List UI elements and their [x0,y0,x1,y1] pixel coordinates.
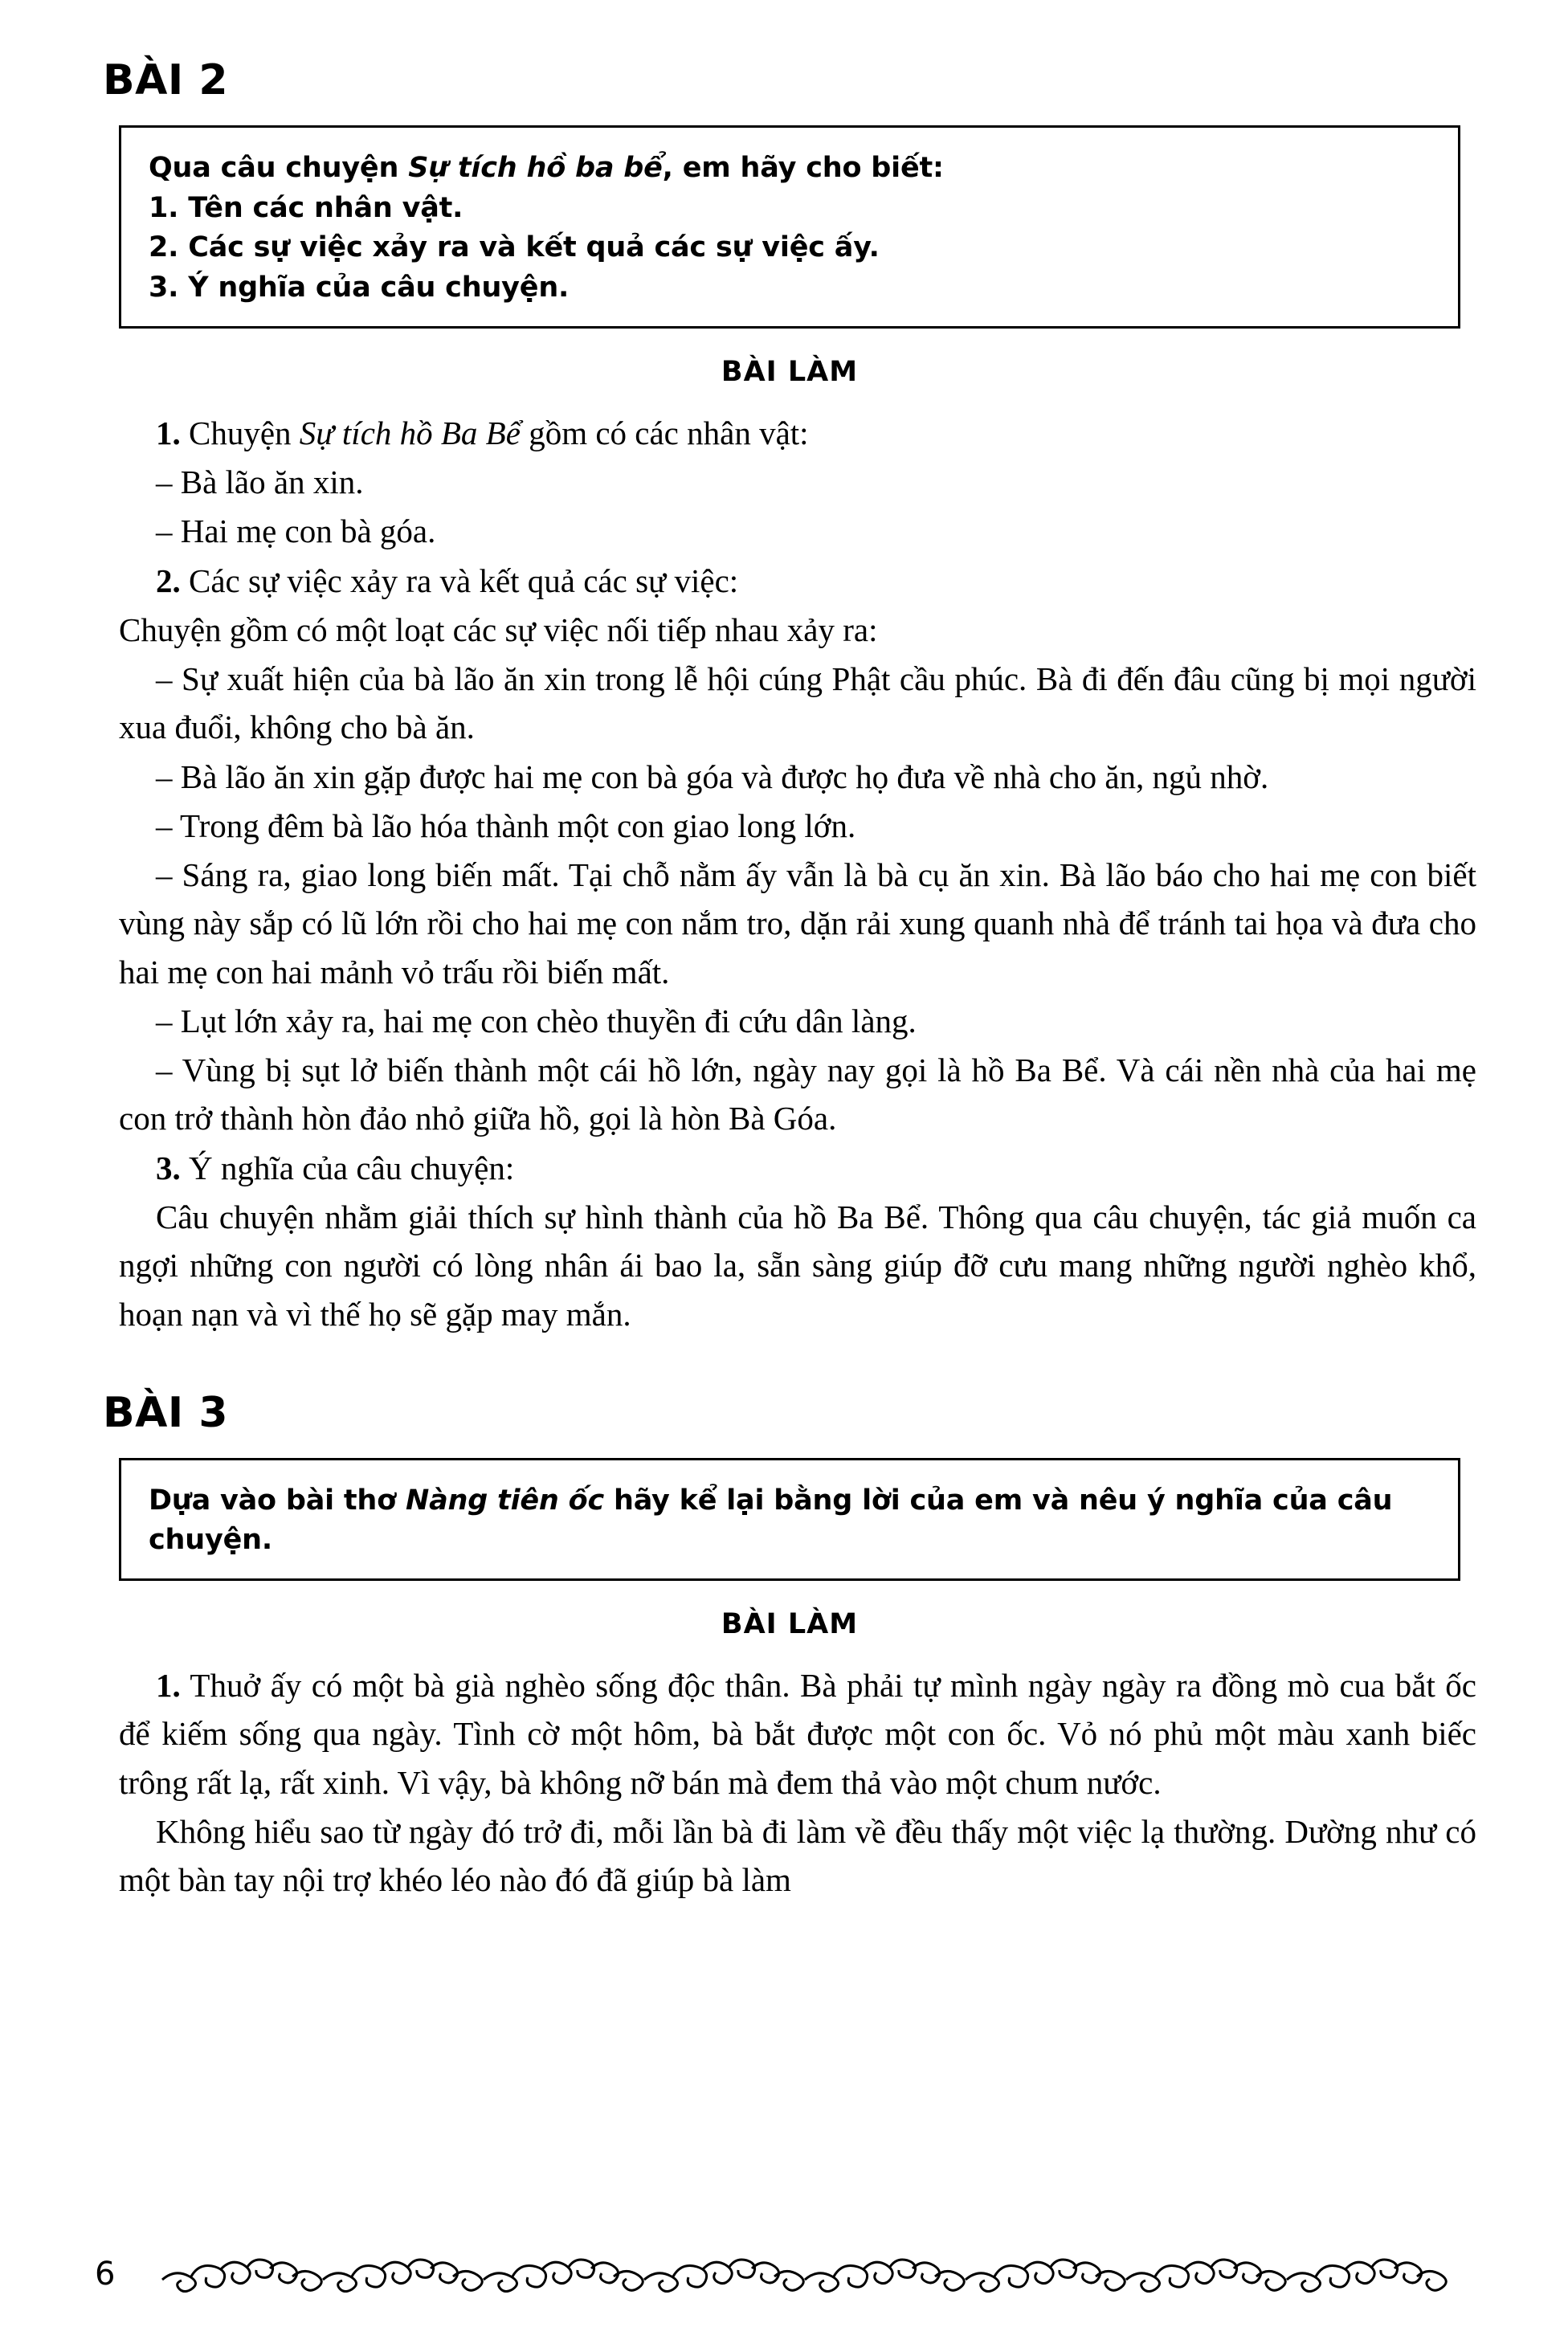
answer-paragraph [119,409,1476,457]
answer-paragraph: – Hai mẹ con bà góa. [156,512,436,550]
answer-paragraph [119,1144,1476,1192]
answer-text-pre: Chuyện [180,414,300,451]
decorative-ornament-icon [159,2256,1484,2293]
answer-story-title: Sự tích hồ Ba Bể [299,414,521,451]
answer-text: Các sự việc xảy ra và kết quả các sự việc: [180,561,739,599]
prompt-line-3: 2. Các sự việc xảy ra và kết quả các sự việc ấy. [149,231,880,264]
answer-item-number: 1. [156,414,181,451]
page-footer [95,2256,1484,2293]
answer-item-number: 3. [156,1149,181,1186]
answer-paragraph: – Bà lão ăn xin gặp được hai mẹ con bà góa và được họ đưa về nhà cho ăn, ngủ nhờ. [156,757,1269,795]
exercise-2-bailam-label: BÀI LÀM [721,355,859,388]
prompt-line-4: 3. Ý nghĩa của câu chuyện. [149,272,570,304]
prompt-line-1-title: Sự tích hồ ba bể [408,152,663,184]
prompt-line-1-post: , em hãy cho biết: [662,152,944,184]
exercise-2-prompt-box [119,125,1460,329]
exercise-3-answer [119,1661,1476,1904]
answer-text: Thuở ấy có một bà già nghèo sống độc thân. Bà phải tự mình ngày ngày ra đồng mò cua bắt ốc để kiếm sống qua ngày. Tình cờ một hôm, bà bắt được một con ốc. Vỏ nó phủ một màu xanh biếc trông rất lạ, rất xinh. Vì vậy, bà không nỡ bán mà đem thả vào một chum nước. [119,1667,1476,1801]
answer-paragraph: Chuyện gồm có một loạt các sự việc nối tiếp nhau xảy ra: [119,610,878,648]
answer-paragraph: Câu chuyện nhằm giải thích sự hình thành của hồ Ba Bể. Thông qua câu chuyện, tác giả muốn ca ngợi những con người có lòng nhân ái bao la, sẵn sàng giúp đỡ cưu mang những người nghèo khổ, hoạn nạn và vì thế họ sẽ gặp may mắn. [119,1198,1476,1333]
answer-text-post: gồm có các nhân vật: [520,414,809,451]
answer-paragraph: – Vùng bị sụt lở biến thành một cái hồ lớn, ngày nay gọi là hồ Ba Bể. Và cái nền nhà của hai mẹ con trở thành hòn đảo nhỏ giữa hồ, gọi là hòn Bà Góa. [119,1051,1476,1137]
exercise-3-bailam-label: BÀI LÀM [721,1608,859,1641]
answer-paragraph [119,1661,1476,1807]
answer-paragraph: Không hiểu sao từ ngày đó trở đi, mỗi lần bà đi làm về đều thấy một việc lạ thường. Dường như có một bàn tay nội trợ khéo léo nào đó đã giúp bà làm [119,1812,1476,1899]
answer-paragraph [119,557,1476,605]
exercise-3-heading: BÀI 3 [103,1388,229,1437]
answer-paragraph: – Lụt lớn xảy ra, hai mẹ con chèo thuyền đi cứu dân làng. [156,1002,917,1039]
answer-paragraph: – Sáng ra, giao long biến mất. Tại chỗ nằm ấy vẫn là bà cụ ăn xin. Bà lão báo cho hai mẹ con biết vùng này sắp có lũ lớn rồi cho hai mẹ con nắm tro, dặn rải xung quanh nhà để tránh tai họa và đưa cho hai mẹ con hai mảnh vỏ trấu rồi biến mất. [119,856,1476,990]
page-content [95,56,1484,1905]
section-spacer [95,1339,1484,1389]
prompt-pre: Dựa vào bài thơ [149,1484,406,1517]
prompt-line-1 [149,149,1434,189]
answer-item-number: 2. [156,561,181,599]
prompt-post: hãy kể lại bằng lời của em và nêu ý nghĩa của câu chuyện. [149,1484,1393,1557]
exercise-2-answer [119,409,1476,1338]
answer-paragraph: – Bà lão ăn xin. [156,463,364,501]
exercise-3-prompt-box [119,1458,1460,1581]
answer-paragraph: – Trong đêm bà lão hóa thành một con giao long lớn. [156,806,856,844]
prompt-line-2: 1. Tên các nhân vật. [149,191,463,224]
answer-text: Ý nghĩa của câu chuyện: [180,1149,515,1186]
exercise-2-heading: BÀI 2 [103,56,229,104]
prompt-line-1-pre: Qua câu chuyện [149,152,409,184]
answer-paragraph: – Sự xuất hiện của bà lão ăn xin trong lễ hội cúng Phật cầu phúc. Bà đi đến đâu cũng bị mọi người xua đuổi, không cho bà ăn. [119,660,1476,746]
page-number: 6 [95,2256,116,2293]
answer-item-number: 1. [156,1667,181,1705]
prompt-poem-title: Nàng tiên ốc [405,1484,605,1517]
prompt-line-1 [149,1481,1434,1561]
